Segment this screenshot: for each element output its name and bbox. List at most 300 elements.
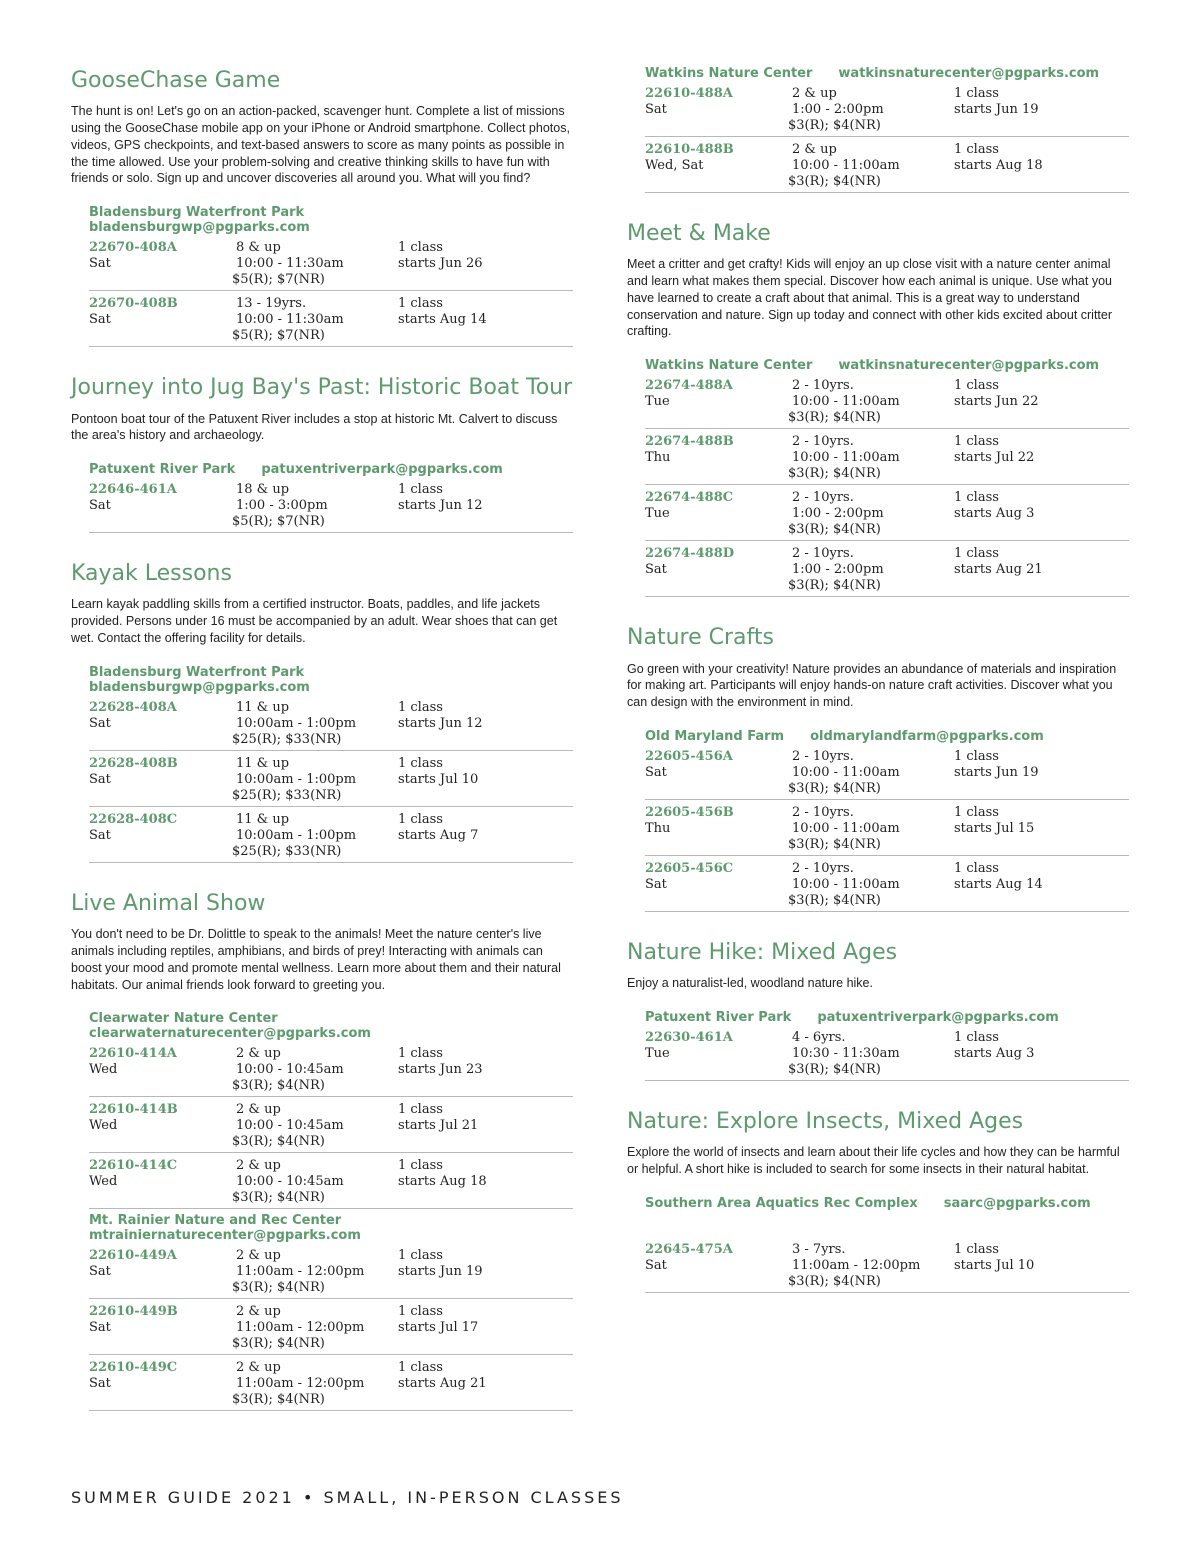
class-age: 2 & up xyxy=(236,1304,281,1320)
class-count: 1 class xyxy=(398,811,443,827)
class-time: 10:00am - 1:00pm xyxy=(236,715,357,731)
row-sessions-cell xyxy=(952,749,1129,797)
row-code-cell xyxy=(89,1360,236,1408)
class-start: starts Aug 14 xyxy=(954,876,1043,892)
location-header xyxy=(645,729,1129,744)
class-price: $3(R); $4(NR) xyxy=(788,466,881,482)
class-code: 22645-475A xyxy=(645,1241,733,1257)
class-count: 1 class xyxy=(954,142,999,157)
location-email: clearwaternaturecenter@pgparks.com xyxy=(89,1026,371,1042)
class-time: 11:00am - 12:00pm xyxy=(236,1376,365,1392)
row-code-cell xyxy=(89,482,236,530)
class-price: $3(R); $4(NR) xyxy=(232,1190,325,1206)
location-name: Clearwater Nature Center xyxy=(89,1011,278,1027)
class-day: Sat xyxy=(89,715,111,731)
class-count: 1 class xyxy=(398,1158,443,1174)
section-description: Explore the world of insects and learn about their life cycles and how they can be harmful or helpful. A short hike is included to search for some insects in their natural habitat. xyxy=(627,1145,1120,1177)
class-start: starts Aug 21 xyxy=(954,562,1043,578)
class-section xyxy=(71,561,573,863)
class-age: 2 & up xyxy=(792,86,837,101)
row-details-cell xyxy=(232,755,396,804)
location-email: patuxentriverpark@pgparks.com xyxy=(261,462,503,478)
class-day: Wed xyxy=(89,1174,118,1190)
location-header xyxy=(89,205,573,235)
class-start: starts Jul 15 xyxy=(954,820,1035,836)
class-row xyxy=(89,699,573,751)
section-description: The hunt is on! Let's go on an action-packed, scavenger hunt. Complete a list of missions using the GooseChase mobile app on your iPhone or Android smartphone. Collect photos, videos, GPS checkpoints, and text-based answers to score as many points as possible in the time allowed. Use your problem-solving and creative thinking skills to have fun with friends or solo. Sign up and uncover discoveries all around you. What will you find? xyxy=(71,104,570,186)
class-price: $5(R); $7(NR) xyxy=(232,514,325,530)
class-time: 11:00am - 12:00pm xyxy=(792,1257,921,1273)
class-start: starts Jul 10 xyxy=(398,771,479,787)
class-code: 22674-488B xyxy=(645,434,734,450)
location-header xyxy=(645,66,1129,81)
class-price: $3(R); $4(NR) xyxy=(788,578,881,594)
class-age: 2 & up xyxy=(236,1158,281,1174)
section-description: You don't need to be Dr. Dolittle to speak to the animals! Meet the nature center's live animals including reptiles, amphibians, and birds of prey! Interacting with animals can boost your mood and promote mental wellness. Learn more about them and their natural habitats. Our animal friends look forward to greeting you. xyxy=(71,927,561,992)
class-price: $25(R); $33(NR) xyxy=(232,843,342,859)
class-start: starts Aug 14 xyxy=(398,312,487,328)
location-header xyxy=(645,358,1129,373)
row-code-cell xyxy=(89,1046,236,1094)
row-code-cell xyxy=(89,700,236,748)
class-row xyxy=(645,860,1129,912)
class-day: Thu xyxy=(645,820,671,836)
class-age: 2 - 10yrs. xyxy=(792,546,854,562)
class-day: Sat xyxy=(645,764,667,780)
row-code-cell xyxy=(645,490,792,538)
location-header xyxy=(89,462,573,477)
class-code: 22610-414A xyxy=(89,1046,177,1062)
class-time: 10:00 - 11:00am xyxy=(792,764,900,780)
row-sessions-cell xyxy=(952,434,1129,482)
class-row xyxy=(89,239,573,291)
class-time: 10:00 - 11:00am xyxy=(792,876,900,892)
row-sessions-cell xyxy=(396,1304,573,1352)
class-age: 2 - 10yrs. xyxy=(792,378,854,394)
row-sessions-cell xyxy=(396,1102,573,1150)
class-age: 18 & up xyxy=(236,482,290,498)
row-code-cell xyxy=(645,861,792,909)
section-title: GooseChase Game xyxy=(71,68,281,93)
class-code: 22674-488A xyxy=(645,378,733,394)
row-code-cell xyxy=(645,1030,792,1078)
section-description: Pontoon boat tour of the Patuxent River includes a stop at historic Mt. Calvert to discuss the area's history and archaeology. xyxy=(71,411,558,443)
class-code: 22610-488A xyxy=(645,86,733,101)
row-sessions-cell xyxy=(396,1360,573,1408)
class-row xyxy=(645,804,1129,856)
class-code: 22646-461A xyxy=(89,482,177,498)
location-name: Patuxent River Park xyxy=(645,1010,792,1026)
row-sessions-cell xyxy=(396,240,573,288)
class-start: starts Aug 18 xyxy=(954,158,1043,173)
class-day: Wed xyxy=(89,1062,118,1078)
class-section xyxy=(71,68,573,347)
section-title: Kayak Lessons xyxy=(71,561,232,587)
class-count: 1 class xyxy=(398,1304,443,1320)
location-block xyxy=(645,66,1129,193)
row-code-cell xyxy=(89,812,236,860)
class-time: 1:00 - 2:00pm xyxy=(792,102,884,117)
class-day: Wed xyxy=(89,1118,118,1134)
class-count: 1 class xyxy=(954,378,999,394)
class-code: 22630-461A xyxy=(645,1030,733,1046)
class-section xyxy=(627,940,1129,1081)
row-details-cell xyxy=(788,378,952,426)
row-sessions-cell xyxy=(396,1248,573,1296)
class-day: Sat xyxy=(645,562,667,578)
class-price: $3(R); $4(NR) xyxy=(788,780,881,796)
class-time: 10:00 - 11:00am xyxy=(792,820,900,836)
class-time: 11:00am - 12:00pm xyxy=(236,1320,365,1336)
class-start: starts Jul 10 xyxy=(954,1257,1035,1273)
row-sessions-cell xyxy=(396,812,573,860)
class-time: 10:00 - 11:30am xyxy=(236,312,344,328)
class-count: 1 class xyxy=(398,482,443,498)
class-code: 22610-449A xyxy=(89,1248,177,1264)
class-price: $3(R); $4(NR) xyxy=(232,1336,325,1352)
class-count: 1 class xyxy=(954,86,999,101)
class-code: 22610-414C xyxy=(89,1158,178,1174)
row-sessions-cell xyxy=(952,1030,1129,1078)
class-time: 10:00 - 11:30am xyxy=(236,256,344,272)
class-age: 11 & up xyxy=(236,811,290,827)
section-title: Live Animal Show xyxy=(71,890,266,916)
row-details-cell xyxy=(232,1360,396,1408)
class-row xyxy=(645,85,1129,137)
class-age: 2 - 10yrs. xyxy=(792,490,854,506)
row-sessions-cell xyxy=(952,861,1129,909)
location-email: watkinsnaturecenter@pgparks.com xyxy=(838,358,1100,374)
class-code: 22605-456B xyxy=(645,804,734,820)
section-description: Meet a critter and get crafty! Kids will enjoy an up close visit with a nature center animal and learn what makes them special. Discover how each animal is unique. Use what you have learned to create a craft about that animal. This is a great way to understand conservation and nature. Sign up today and connect with other kids excited about critter crafting. xyxy=(627,257,1113,339)
class-section xyxy=(71,375,573,533)
class-row xyxy=(89,481,573,533)
class-start: starts Jun 19 xyxy=(398,1264,483,1280)
row-code-cell xyxy=(645,546,792,594)
class-start: starts Jul 17 xyxy=(398,1320,479,1336)
row-details-cell xyxy=(788,1030,952,1078)
class-row xyxy=(89,755,573,807)
class-day: Sat xyxy=(89,1264,111,1280)
class-start: starts Jun 23 xyxy=(398,1062,483,1078)
row-code-cell xyxy=(89,756,236,804)
row-details-cell xyxy=(788,748,952,797)
class-time: 10:00 - 10:45am xyxy=(236,1062,344,1078)
class-price: $3(R); $4(NR) xyxy=(788,174,881,189)
location-name: Watkins Nature Center xyxy=(645,358,813,374)
class-price: $5(R); $7(NR) xyxy=(232,272,325,288)
class-day: Tue xyxy=(645,1046,670,1062)
class-count: 1 class xyxy=(954,434,999,450)
class-code: 22674-488D xyxy=(645,546,735,562)
location-block xyxy=(89,205,573,347)
class-day: Sat xyxy=(89,771,111,787)
location-email: bladensburgwp@pgparks.com xyxy=(89,220,310,236)
location-block xyxy=(645,358,1129,597)
class-count: 1 class xyxy=(398,1102,443,1118)
class-row xyxy=(89,1359,573,1411)
location-block xyxy=(89,1011,573,1209)
row-sessions-cell xyxy=(952,805,1129,853)
section-description: Learn kayak paddling skills from a certified instructor. Boats, paddles, and life jackets provided. Persons under 16 must be accompanied by an adult. Wear shoes that can get wet. Contact the offering facility for details. xyxy=(71,597,558,646)
class-price: $25(R); $33(NR) xyxy=(232,731,342,747)
row-code-cell xyxy=(645,749,792,797)
row-code-cell xyxy=(89,1304,236,1352)
class-time: 10:00 - 10:45am xyxy=(236,1118,344,1134)
location-block xyxy=(645,1196,1129,1293)
class-age: 3 - 7yrs. xyxy=(792,1241,846,1257)
class-day: Sat xyxy=(645,1257,667,1273)
class-count: 1 class xyxy=(398,699,443,715)
row-sessions-cell xyxy=(396,756,573,804)
section-title: Nature: Explore Insects, Mixed Ages xyxy=(627,1109,1024,1135)
class-price: $5(R); $7(NR) xyxy=(232,328,325,344)
class-row xyxy=(645,748,1129,800)
class-day: Sat xyxy=(89,498,111,514)
class-count: 1 class xyxy=(954,546,999,562)
row-details-cell xyxy=(788,1241,952,1290)
row-details-cell xyxy=(788,860,952,909)
row-code-cell xyxy=(89,1102,236,1150)
class-age: 2 - 10yrs. xyxy=(792,434,854,450)
class-price: $25(R); $33(NR) xyxy=(232,787,342,803)
location-email: oldmarylandfarm@pgparks.com xyxy=(810,728,1044,744)
location-name: Bladensburg Waterfront Park xyxy=(89,664,305,680)
location-block xyxy=(89,665,573,863)
class-price: $3(R); $4(NR) xyxy=(232,1392,325,1408)
class-count: 1 class xyxy=(398,1046,443,1062)
class-day: Sat xyxy=(645,102,667,117)
class-row xyxy=(89,295,573,347)
class-day: Tue xyxy=(645,506,670,522)
class-code: 22628-408B xyxy=(89,755,178,771)
class-row xyxy=(645,545,1129,597)
location-block xyxy=(645,729,1129,912)
class-price: $3(R); $4(NR) xyxy=(788,522,881,538)
row-sessions-cell xyxy=(952,490,1129,538)
class-age: 2 - 10yrs. xyxy=(792,804,854,820)
class-age: 2 & up xyxy=(792,142,837,157)
class-age: 2 - 10yrs. xyxy=(792,860,854,876)
row-sessions-cell xyxy=(952,142,1129,190)
row-details-cell xyxy=(232,811,396,860)
section-description: Enjoy a naturalist-led, woodland nature hike. xyxy=(627,976,873,991)
class-section xyxy=(627,625,1129,912)
class-row xyxy=(645,377,1129,429)
class-section xyxy=(627,66,1129,193)
class-row xyxy=(89,1101,573,1153)
class-row xyxy=(645,1241,1129,1293)
class-start: starts Aug 7 xyxy=(398,827,479,843)
row-details-cell xyxy=(232,1102,396,1150)
class-row xyxy=(89,1157,573,1209)
row-details-cell xyxy=(232,482,396,530)
location-header xyxy=(645,1196,1129,1211)
row-details-cell xyxy=(232,1158,396,1206)
class-price: $3(R); $4(NR) xyxy=(788,118,881,133)
row-code-cell xyxy=(645,434,792,482)
class-price: $3(R); $4(NR) xyxy=(788,1062,881,1078)
class-price: $3(R); $4(NR) xyxy=(788,410,881,426)
class-row xyxy=(89,1303,573,1355)
class-code: 22610-449B xyxy=(89,1304,178,1320)
class-start: starts Jun 12 xyxy=(398,498,483,514)
class-row xyxy=(89,1247,573,1299)
class-code: 22628-408A xyxy=(89,699,177,715)
class-code: 22670-408A xyxy=(89,240,177,256)
row-details-cell xyxy=(232,1248,396,1296)
class-count: 1 class xyxy=(398,755,443,771)
row-sessions-cell xyxy=(952,378,1129,426)
class-age: 2 & up xyxy=(236,1102,281,1118)
row-details-cell xyxy=(232,699,396,748)
location-block xyxy=(645,1010,1129,1081)
class-time: 10:00 - 11:00am xyxy=(792,450,900,466)
row-sessions-cell xyxy=(952,1242,1129,1290)
location-email: watkinsnaturecenter@pgparks.com xyxy=(838,66,1100,81)
class-time: 10:00 - 11:00am xyxy=(792,394,900,410)
class-count: 1 class xyxy=(954,1241,999,1257)
section-title: Nature Hike: Mixed Ages xyxy=(627,939,898,965)
right-column xyxy=(627,66,1129,1321)
left-column xyxy=(71,60,573,1439)
class-time: 10:00am - 1:00pm xyxy=(236,827,357,843)
row-sessions-cell xyxy=(396,1158,573,1206)
row-details-cell xyxy=(788,804,952,853)
row-details-cell xyxy=(788,86,952,134)
class-day: Sat xyxy=(645,876,667,892)
class-age: 2 & up xyxy=(236,1046,281,1062)
class-count: 1 class xyxy=(954,748,999,764)
row-sessions-cell xyxy=(396,1046,573,1094)
class-day: Sat xyxy=(89,1320,111,1336)
location-email: saarc@pgparks.com xyxy=(943,1195,1091,1211)
row-code-cell xyxy=(645,805,792,853)
location-name: Patuxent River Park xyxy=(89,462,236,478)
class-section xyxy=(627,221,1129,597)
class-age: 4 - 6yrs. xyxy=(792,1030,846,1046)
row-sessions-cell xyxy=(952,86,1129,134)
row-code-cell xyxy=(645,86,792,134)
class-time: 1:00 - 2:00pm xyxy=(792,562,884,578)
class-age: 11 & up xyxy=(236,755,290,771)
row-sessions-cell xyxy=(396,296,573,344)
class-day: Sat xyxy=(89,312,111,328)
class-age: 13 - 19yrs. xyxy=(236,296,307,312)
class-start: starts Aug 3 xyxy=(954,1046,1035,1062)
class-time: 1:00 - 3:00pm xyxy=(236,498,328,514)
row-details-cell xyxy=(232,1046,396,1094)
class-count: 1 class xyxy=(954,860,999,876)
class-age: 2 & up xyxy=(236,1248,281,1264)
section-title: Journey into Jug Bay's Past: Historic Boat Tour xyxy=(71,375,573,401)
class-day: Sat xyxy=(89,1376,111,1392)
class-code: 22605-456A xyxy=(645,748,733,764)
class-time: 10:00 - 10:45am xyxy=(236,1174,344,1190)
row-details-cell xyxy=(788,546,952,594)
location-email: patuxentriverpark@pgparks.com xyxy=(817,1010,1059,1026)
location-name: Mt. Rainier Nature and Rec Center xyxy=(89,1213,342,1229)
location-header xyxy=(89,1011,573,1041)
class-count: 1 class xyxy=(398,296,443,312)
location-block xyxy=(89,462,573,533)
class-start: starts Jun 19 xyxy=(954,102,1039,117)
class-price: $3(R); $4(NR) xyxy=(788,1273,881,1289)
class-day: Thu xyxy=(645,450,671,466)
class-time: 10:00 - 11:00am xyxy=(792,158,900,173)
page-footer: SUMMER GUIDE 2021 • SMALL, IN-PERSON CLASSES xyxy=(71,1488,624,1507)
spacer xyxy=(645,1215,1129,1241)
class-start: starts Aug 3 xyxy=(954,506,1035,522)
class-price: $3(R); $4(NR) xyxy=(232,1280,325,1296)
class-price: $3(R); $4(NR) xyxy=(232,1078,325,1094)
location-name: Bladensburg Waterfront Park xyxy=(89,205,305,221)
row-code-cell xyxy=(89,1158,236,1206)
row-details-cell xyxy=(788,142,952,190)
class-code: 22610-414B xyxy=(89,1102,178,1118)
location-header xyxy=(645,1010,1129,1025)
class-start: starts Jun 19 xyxy=(954,764,1039,780)
class-count: 1 class xyxy=(954,804,999,820)
class-count: 1 class xyxy=(398,1360,443,1376)
row-details-cell xyxy=(788,434,952,482)
location-name: Southern Area Aquatics Rec Complex xyxy=(645,1195,918,1211)
class-start: starts Jul 22 xyxy=(954,450,1035,466)
class-age: 11 & up xyxy=(236,699,290,715)
class-day: Sat xyxy=(89,256,111,272)
class-row xyxy=(89,1045,573,1097)
class-start: starts Aug 18 xyxy=(398,1174,487,1190)
location-header xyxy=(89,665,573,695)
class-time: 10:00am - 1:00pm xyxy=(236,771,357,787)
row-details-cell xyxy=(788,490,952,538)
row-code-cell xyxy=(89,1248,236,1296)
class-count: 1 class xyxy=(398,1248,443,1264)
class-row xyxy=(645,433,1129,485)
row-details-cell xyxy=(232,296,396,344)
class-price: $3(R); $4(NR) xyxy=(232,1134,325,1150)
class-price: $3(R); $4(NR) xyxy=(788,836,881,852)
class-count: 1 class xyxy=(398,240,443,256)
row-sessions-cell xyxy=(396,482,573,530)
class-code: 22670-408B xyxy=(89,296,178,312)
class-row xyxy=(645,141,1129,193)
location-email: bladensburgwp@pgparks.com xyxy=(89,679,310,695)
row-code-cell xyxy=(645,142,792,190)
class-age: 2 & up xyxy=(236,1360,281,1376)
class-age: 8 & up xyxy=(236,240,281,256)
row-sessions-cell xyxy=(952,546,1129,594)
class-code: 22610-488B xyxy=(645,142,734,157)
row-code-cell xyxy=(645,1242,792,1290)
row-details-cell xyxy=(232,240,396,288)
class-start: starts Jun 26 xyxy=(398,256,483,272)
class-price: $3(R); $4(NR) xyxy=(788,892,881,908)
location-email: mtrainiernaturecenter@pgparks.com xyxy=(89,1228,361,1244)
class-row xyxy=(645,1029,1129,1081)
row-code-cell xyxy=(89,296,236,344)
class-row xyxy=(89,811,573,863)
section-title: Nature Crafts xyxy=(627,625,774,651)
class-time: 11:00am - 12:00pm xyxy=(236,1264,365,1280)
row-details-cell xyxy=(232,1304,396,1352)
class-age: 2 - 10yrs. xyxy=(792,748,854,764)
class-day: Sat xyxy=(89,827,111,843)
class-count: 1 class xyxy=(954,490,999,506)
class-start: starts Aug 21 xyxy=(398,1376,487,1392)
class-code: 22605-456C xyxy=(645,860,734,876)
location-block xyxy=(89,1213,573,1411)
